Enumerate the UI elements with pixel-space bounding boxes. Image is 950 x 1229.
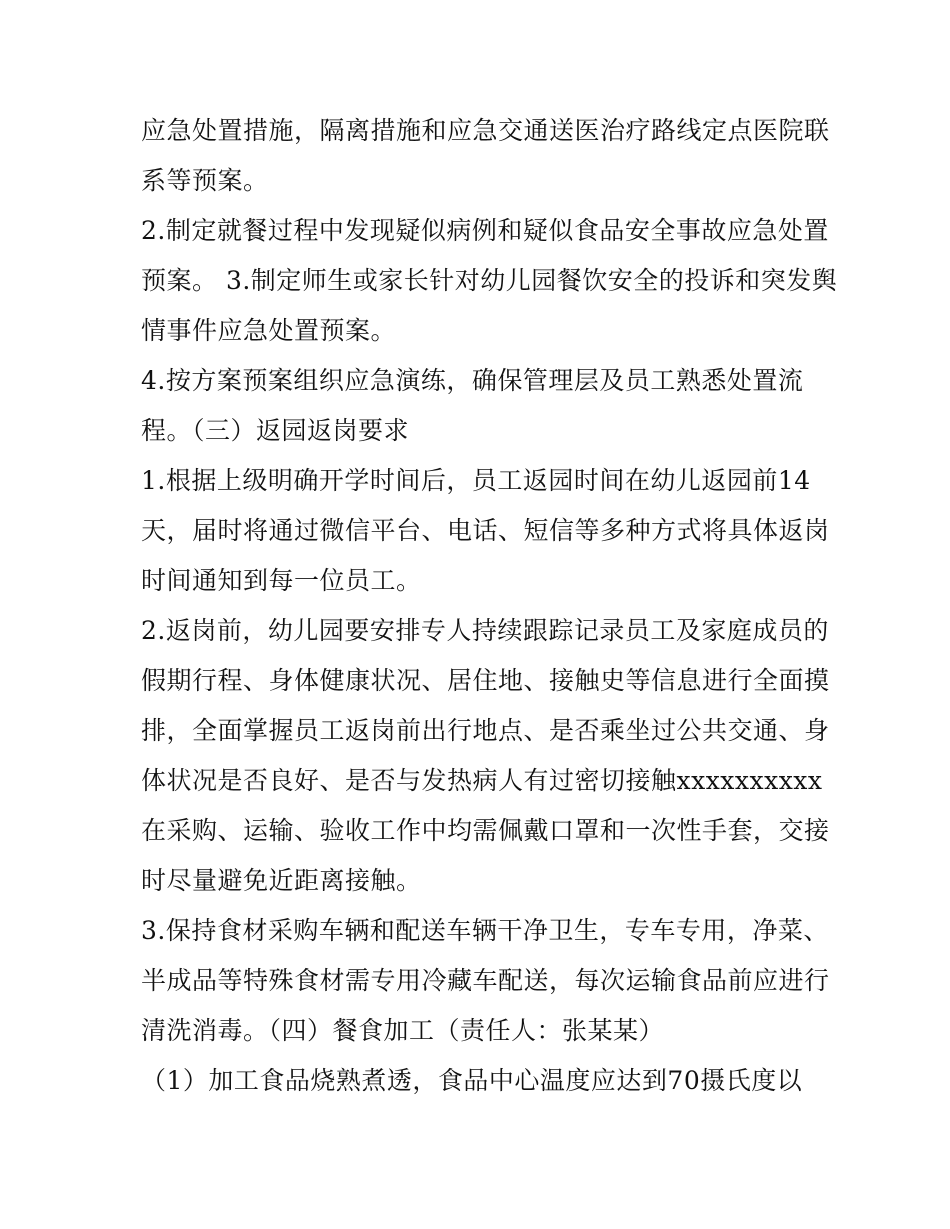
text-line: 时间通知到每一位员工。 (141, 566, 422, 595)
text-line: 半成品等特殊食材需专用冷藏车配送，每次运输食品前应进行 (141, 966, 830, 995)
text-line: 天，届时将通过微信平台、电话、短信等多种方式将具体返岗 (141, 516, 830, 545)
text-line: 在采购、运输、验收工作中均需佩戴口罩和一次性手套，交接 (141, 816, 830, 845)
text-line: 2.制定就餐过程中发现疑似病例和疑似食品安全事故应急处置 (141, 216, 829, 245)
text-line: 排，全面掌握员工返岗前出行地点、是否乘坐过公共交通、身 (141, 716, 830, 745)
text-line: 时尽量避免近距离接触。 (141, 866, 422, 895)
text-line: 体状况是否良好、是否与发热病人有过密切接触xxxxxxxxxx (141, 766, 823, 795)
text-line: 2.返岗前，幼儿园要安排专人持续跟踪记录员工及家庭成员的 (141, 616, 829, 645)
text-line: 预案。 3.制定师生或家长针对幼儿园餐饮安全的投诉和突发舆 (141, 266, 838, 295)
text-line: 1.根据上级明确开学时间后，员工返园时间在幼儿返园前14 (141, 466, 811, 495)
text-line: 3.保持食材采购车辆和配送车辆干净卫生，专车专用，净菜、 (141, 916, 829, 945)
text-line: 应急处置措施，隔离措施和应急交通送医治疗路线定点医院联 (141, 116, 830, 145)
text-line: 程。（三）返园返岗要求 (141, 416, 410, 445)
text-line: 情事件应急处置预案。 (141, 316, 397, 345)
text-line: 清洗消毒。（四）餐食加工（责任人：张某某） (141, 1016, 665, 1045)
text-line: （1）加工食品烧熟煮透，食品中心温度应达到70摄氏度以 (141, 1066, 803, 1095)
text-line: 假期行程、身体健康状况、居住地、接触史等信息进行全面摸 (141, 666, 830, 695)
text-line: 系等预案。 (141, 166, 269, 195)
document-body (141, 106, 838, 1106)
text-line: 4.按方案预案组织应急演练，确保管理层及员工熟悉处置流 (141, 366, 804, 395)
